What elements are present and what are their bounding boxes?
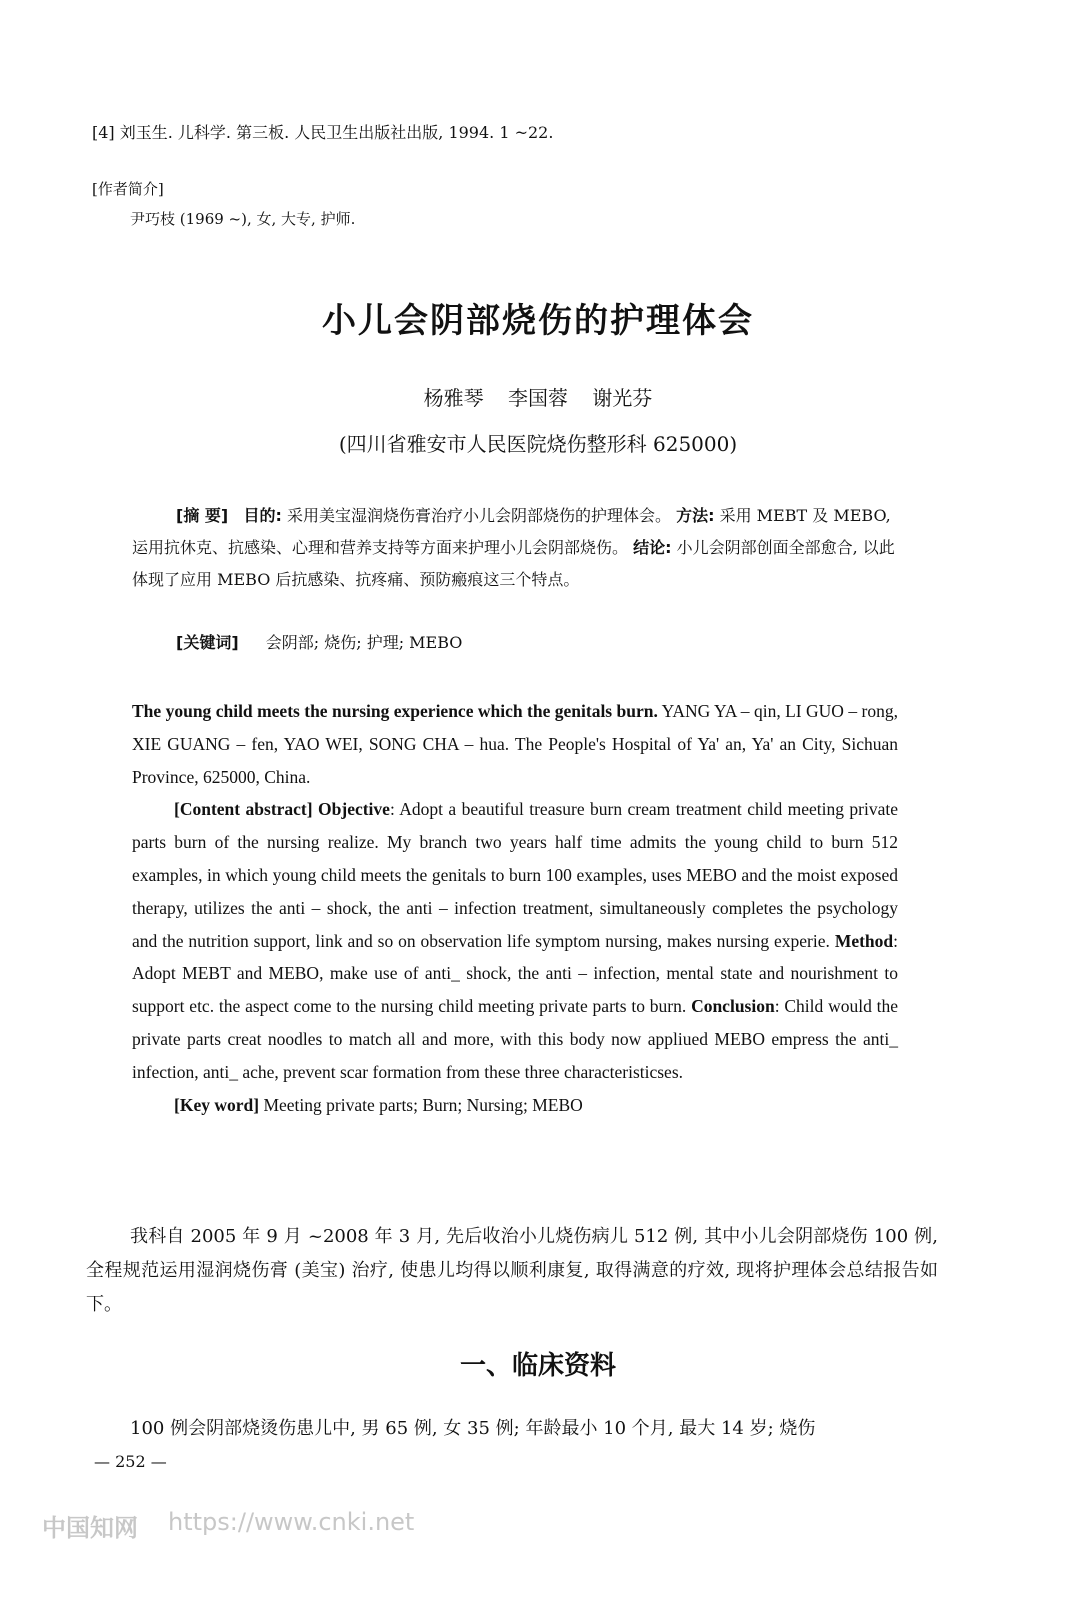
en-method-text: : Adopt MEBT and MEBO, make use of anti_ shock, the anti – infection, mental state and nourishment to support etc. the aspect come to the nursing child meeting private parts to burn. (132, 930, 899, 1017)
en-method-label: Method (834, 930, 894, 951)
en-conclusion-text: : Child would the private parts creat noodles to match all and more, with this body now appliued MEBO empress the anti_ infection, anti_ ache, prevent scar formation from these three characteristicses. (132, 996, 899, 1082)
cn-keywords-label: [关键词] (176, 633, 239, 652)
en-keywords-text: Meeting private parts; Burn; Nursing; MEBO (263, 1094, 583, 1115)
article-title: 小儿会阴部烧伤的护理体会 (322, 301, 754, 341)
author-intro-heading: [作者简介] (92, 180, 164, 198)
cnki-logo-watermark: 中国知网 (42, 1514, 138, 1542)
intro-paragraph: 我科自 2005 年 9 月 ~2008 年 3 月, 先后收治小儿烧伤病儿 512 例, 其中小儿会阴部烧伤 100 例, 全程规范运用湿润烧伤膏 (美宝) 治疗, 使患儿均得以顺利康复, 取得满意的疗效, 现将护理体会总结报告如下。 (86, 1226, 938, 1315)
en-objective-text: : Adopt a beautiful treasure burn cream treatment child meeting private parts burn of the nursing realize. My branch two years half time admits the young child to burn 512 examples, in which young child meets the genitals to burn 100 examples, uses MEBO and the moist exposed therapy, utilizes the anti – shock, the anti – infection treatment, simultaneously completes the psychology and the nutrition support, link and so on observation life symptom nursing, makes nursing experie. (132, 799, 898, 951)
cn-keywords-text: 会阴部; 烧伤; 护理; MEBO (265, 633, 463, 652)
en-objective-label: Objective (318, 799, 390, 820)
cn-method-label: 方法: (676, 506, 715, 525)
en-conclusion-label: Conclusion (691, 996, 775, 1017)
cn-conclusion-label: 结论: (633, 538, 672, 557)
cn-method-text: 采用 MEBT 及 MEBO, 运用抗休克、抗感染、心理和营养支持等方面来护理小儿会阴部烧伤。 (132, 506, 891, 557)
cn-abstract-label: [摘 要] (176, 506, 229, 525)
article-authors: 杨雅琴 李国蓉 谢光芬 (423, 386, 653, 410)
cn-objective-text: 采用美宝湿润烧伤膏治疗小儿会阴部烧伤的护理体会。 (286, 506, 671, 525)
english-abstract (132, 695, 898, 1121)
chinese-keywords (176, 630, 462, 653)
en-keywords-label: [Key word] (174, 1094, 260, 1115)
article-affiliation: (四川省雅安市人民医院烧伤整形科 625000) (338, 432, 738, 456)
section-heading: 一、临床资料 (459, 1351, 616, 1381)
section-paragraph: 100 例会阴部烧烫伤患儿中, 男 65 例, 女 35 例; 年龄最小 10 个月, 最大 14 岁; 烧伤 (130, 1418, 816, 1439)
chinese-abstract (132, 500, 900, 596)
reference-entry: [4] 刘玉生. 儿科学. 第三板. 人民卫生出版社出版, 1994. 1 ~22. (92, 123, 554, 142)
en-authors-affiliation: YANG YA – qin, LI GUO – rong, XIE GUANG – fen, YAO WEI, SONG CHA – hua. The People's Hospital of Ya' an, Ya' an City, Sichuan Province, 625000, China. (132, 701, 898, 787)
cnki-url-watermark: https://www.cnki.net (168, 1508, 415, 1536)
cn-objective-label: 目的: (243, 506, 282, 525)
en-title: The young child meets the nursing experience which the genitals burn. (132, 701, 658, 721)
page-number: — 252 — (94, 1452, 167, 1471)
cn-conclusion-text: 小儿会阴部创面全部愈合, 以此体现了应用 MEBO 后抗感染、抗疼痛、预防瘢痕这三个特点。 (132, 538, 895, 589)
en-abstract-label: [Content abstract] (174, 799, 313, 820)
author-intro-text: 尹巧枝 (1969 ~), 女, 大专, 护师. (130, 210, 356, 228)
